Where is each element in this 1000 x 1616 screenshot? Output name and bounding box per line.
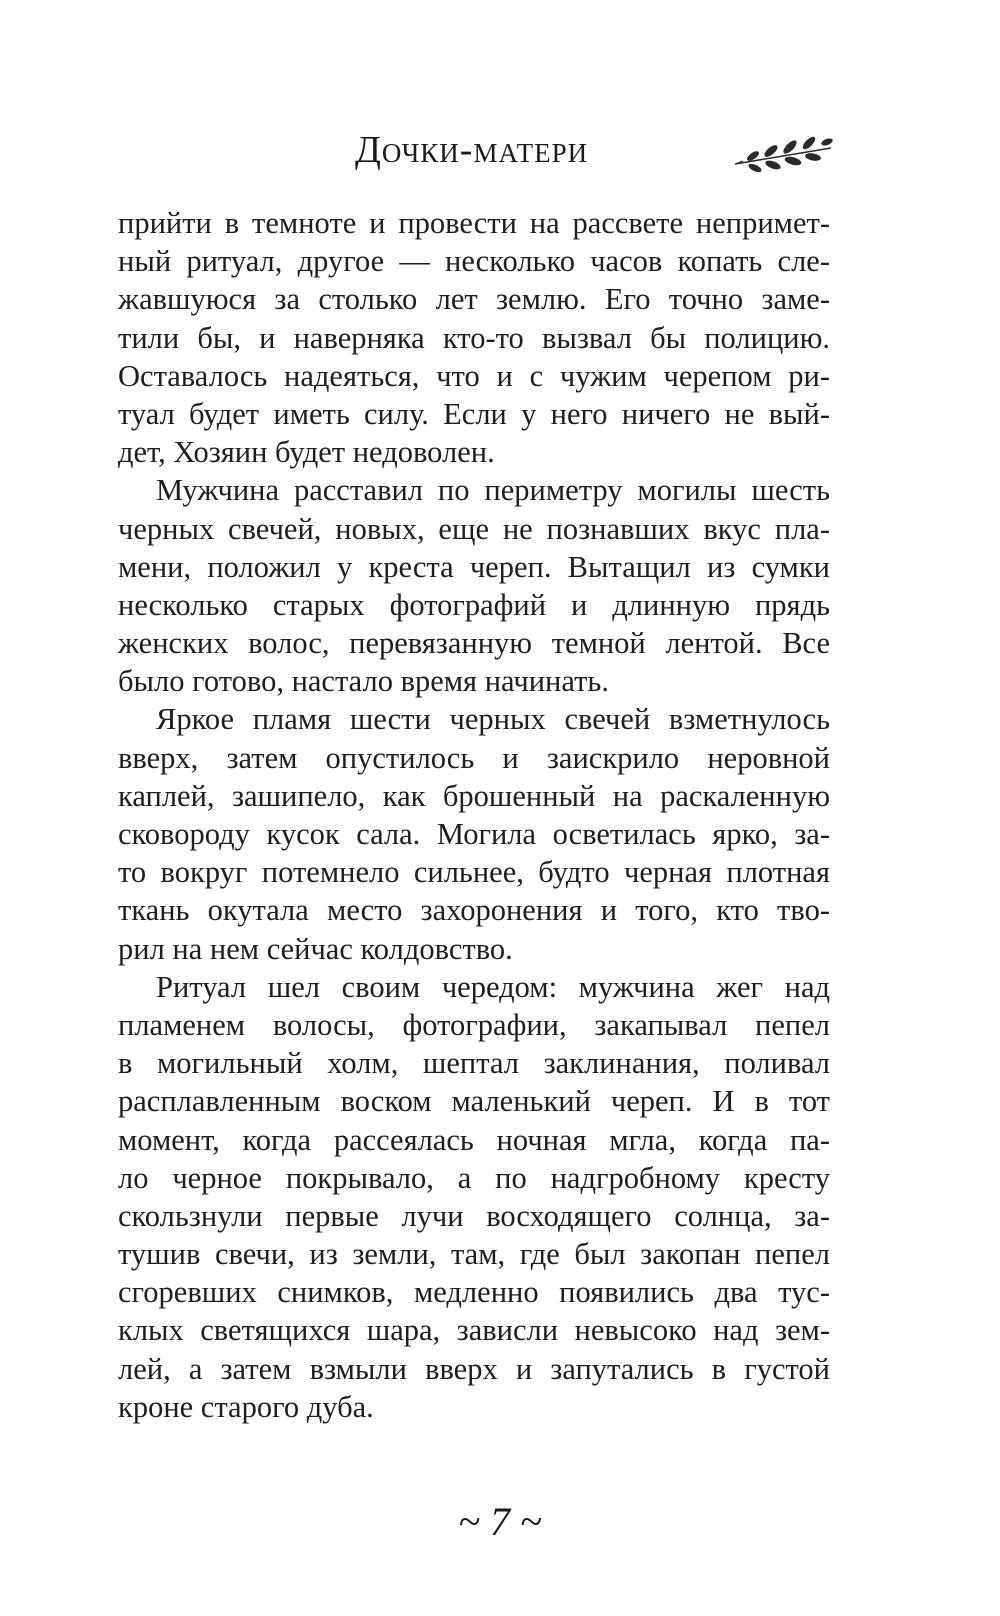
text-line: Оставалось надеяться, что и с чужим черепом ри- — [118, 358, 830, 393]
text-line: скользнули первые лучи восходящего солнца, за- — [118, 1198, 830, 1233]
text-line: момент, когда рассеялась ночная мгла, когда па- — [118, 1122, 830, 1157]
text-line: ный ритуал, другое — несколько часов копать сле- — [118, 244, 830, 279]
text-line: Яркое пламя шести черных свечей взметнулось — [156, 702, 830, 737]
text-line: каплей, зашипело, как брошенный на раскаленную — [118, 778, 830, 813]
laurel-branch-icon — [733, 134, 833, 178]
text-line: кроне старого дуба. — [118, 1389, 374, 1424]
text-line: туал будет иметь силу. Если у него ничего не вый- — [118, 396, 830, 431]
text-line: черных свечей, новых, еще не познавших вкус пла- — [118, 511, 830, 546]
text-line: мени, положил у креста череп. Вытащил из сумки — [118, 549, 830, 584]
text-line: жавшуюся за столько лет землю. Его точно заме- — [118, 282, 830, 317]
text-line: несколько старых фотографий и длинную прядь — [118, 587, 830, 622]
text-line: женских волос, перевязанную темной лентой. Все — [118, 626, 830, 661]
text-line: сгоревших снимков, медленно появились два тус- — [118, 1275, 830, 1310]
text-line: вверх, затем опустилось и заискрило неровной — [118, 740, 830, 775]
text-line: ло черное покрывало, а по надгробному кресту — [118, 1160, 830, 1195]
page-header — [0, 128, 1000, 188]
text-line: тушив свечи, из земли, там, где был закопан пепел — [118, 1237, 830, 1272]
text-line: ткань окутала место захоронения и того, кто тво- — [118, 893, 830, 928]
text-line: рил на нем сейчас колдовство. — [118, 931, 513, 966]
text-line: сковороду кусок сала. Могила осветилась ярко, за- — [118, 817, 830, 851]
running-title: Дочки-матери — [355, 129, 589, 171]
text-line: Мужчина расставил по периметру могилы шесть — [156, 473, 830, 508]
text-line: пламенем волосы, фотографии, закапывал пепел — [118, 1007, 830, 1042]
text-line: то вокруг потемнело сильнее, будто черная плотная — [118, 855, 830, 890]
text-line: лей, а затем взмыли вверх и запутались в густой — [118, 1351, 830, 1386]
text-line: Ритуал шел своим чередом: мужчина жег над — [156, 969, 830, 1004]
text-line: расплавленным воском маленький череп. И в тот — [118, 1084, 830, 1119]
page-number: ~ 7 ~ — [458, 1499, 542, 1544]
text-line: прийти в темноте и провести на рассвете непримет- — [118, 206, 830, 240]
body-text — [118, 204, 830, 1426]
text-line: клых светящихся шара, зависли невысоко над зем- — [118, 1313, 830, 1348]
text-line: дет, Хозяин будет недоволен. — [118, 435, 495, 470]
text-line: тили бы, и наверняка кто-то вызвал бы полицию. — [118, 320, 830, 355]
text-line: было готово, настало время начинать. — [118, 664, 609, 699]
text-line: в могильный холм, шептал заклинания, поливал — [118, 1046, 830, 1081]
